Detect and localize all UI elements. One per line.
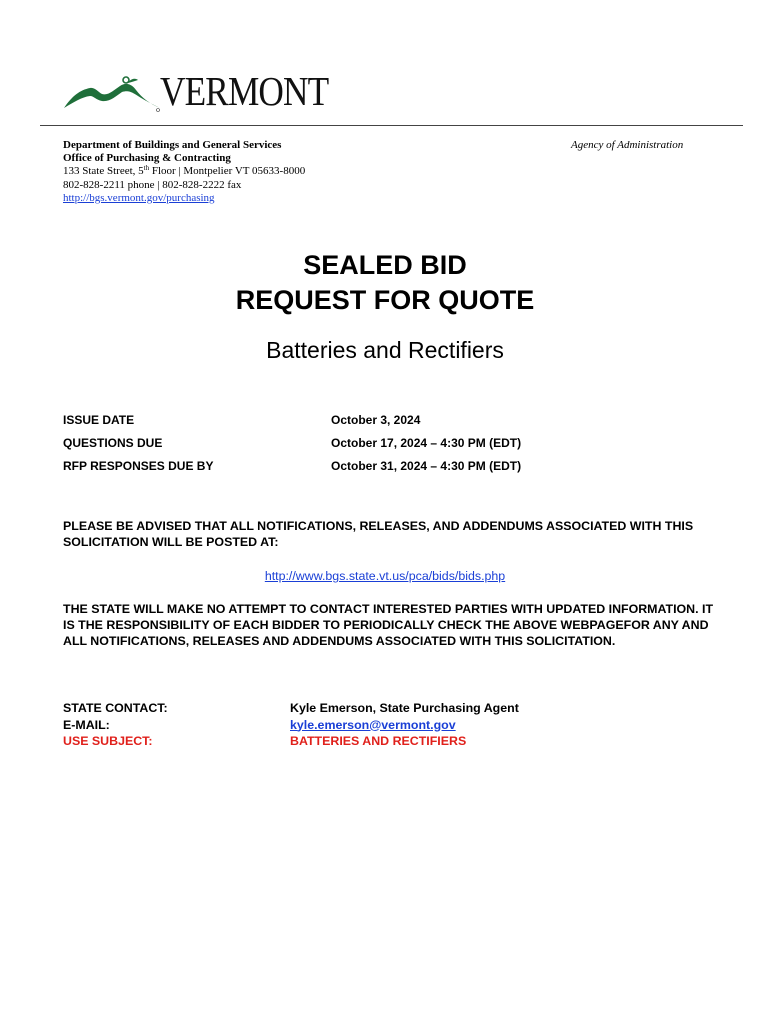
phone-fax: 802-828-2211 phone | 802-828-2222 fax [63, 178, 242, 191]
date-label: ISSUE DATE [63, 412, 135, 427]
date-row [63, 454, 683, 477]
page-subtitle: Batteries and Rectifiers [266, 337, 504, 363]
logo-wordmark: VERMONT [160, 68, 329, 114]
email-label: E-MAIL: [63, 717, 110, 732]
state-contact-value: Kyle Emerson, State Purchasing Agent [290, 701, 519, 715]
date-value: October 3, 2024 [331, 412, 421, 427]
contact-block [63, 700, 713, 750]
agency-name: Agency of Administration [571, 139, 684, 151]
date-label: RFP RESPONSES DUE BY [63, 458, 214, 473]
header-block [63, 139, 305, 205]
advisory-notice: PLEASE BE ADVISED THAT ALL NOTIFICATIONS, RELEASES, AND ADDENDUMS ASSOCIATED WITH THIS SOLICITATION WILL BE POSTED AT: [63, 519, 694, 549]
mountain-logo-icon [62, 70, 172, 114]
header-divider [40, 125, 743, 126]
bids-url-link[interactable]: http://www.bgs.state.vt.us/pca/bids/bids.php [264, 569, 506, 583]
address-city: Floor | Montpelier VT 05633-8000 [149, 165, 306, 178]
email-link[interactable]: kyle.emerson@vermont.gov [290, 717, 456, 732]
vermont-logo [62, 70, 342, 114]
office-name: Office of Purchasing & Contracting [63, 152, 231, 165]
website-link[interactable]: http://bgs.vermont.gov/purchasing [63, 191, 215, 204]
dates-table [63, 408, 683, 477]
page-title [0, 248, 770, 318]
date-value: October 17, 2024 – 4:30 PM (EDT) [331, 435, 522, 450]
contact-row [63, 717, 713, 734]
responsibility-notice: THE STATE WILL MAKE NO ATTEMPT TO CONTACT INTERESTED PARTIES WITH UPDATED INFORMATION. IT IS THE RESPONSIBILITY OF EACH BIDDER TO PERIODICALLY CHECK THE ABOVE WEBPAGEFOR ANY AND ALL NOTIFICATIONS, RELEASES AND ADDENDUMS ASSOCIATED WITH THIS SOLICITATION. [63, 602, 714, 648]
address-sup: th [143, 164, 150, 173]
state-contact-label: STATE CONTACT: [63, 701, 168, 715]
date-value: October 31, 2024 – 4:30 PM (EDT) [331, 458, 522, 473]
date-label: QUESTIONS DUE [63, 435, 163, 450]
address-street: 133 State Street, 5 [63, 165, 144, 178]
contact-row [63, 733, 713, 750]
title-line-2: REQUEST FOR QUOTE [235, 285, 535, 315]
subject-label: USE SUBJECT: [63, 734, 153, 748]
department-name: Department of Buildings and General Services [63, 139, 282, 151]
address [63, 165, 305, 178]
contact-row [63, 700, 713, 717]
subject-value: BATTERIES AND RECTIFIERS [290, 734, 467, 748]
date-row [63, 408, 683, 431]
title-line-1: SEALED BID [303, 250, 467, 280]
date-row [63, 431, 683, 454]
